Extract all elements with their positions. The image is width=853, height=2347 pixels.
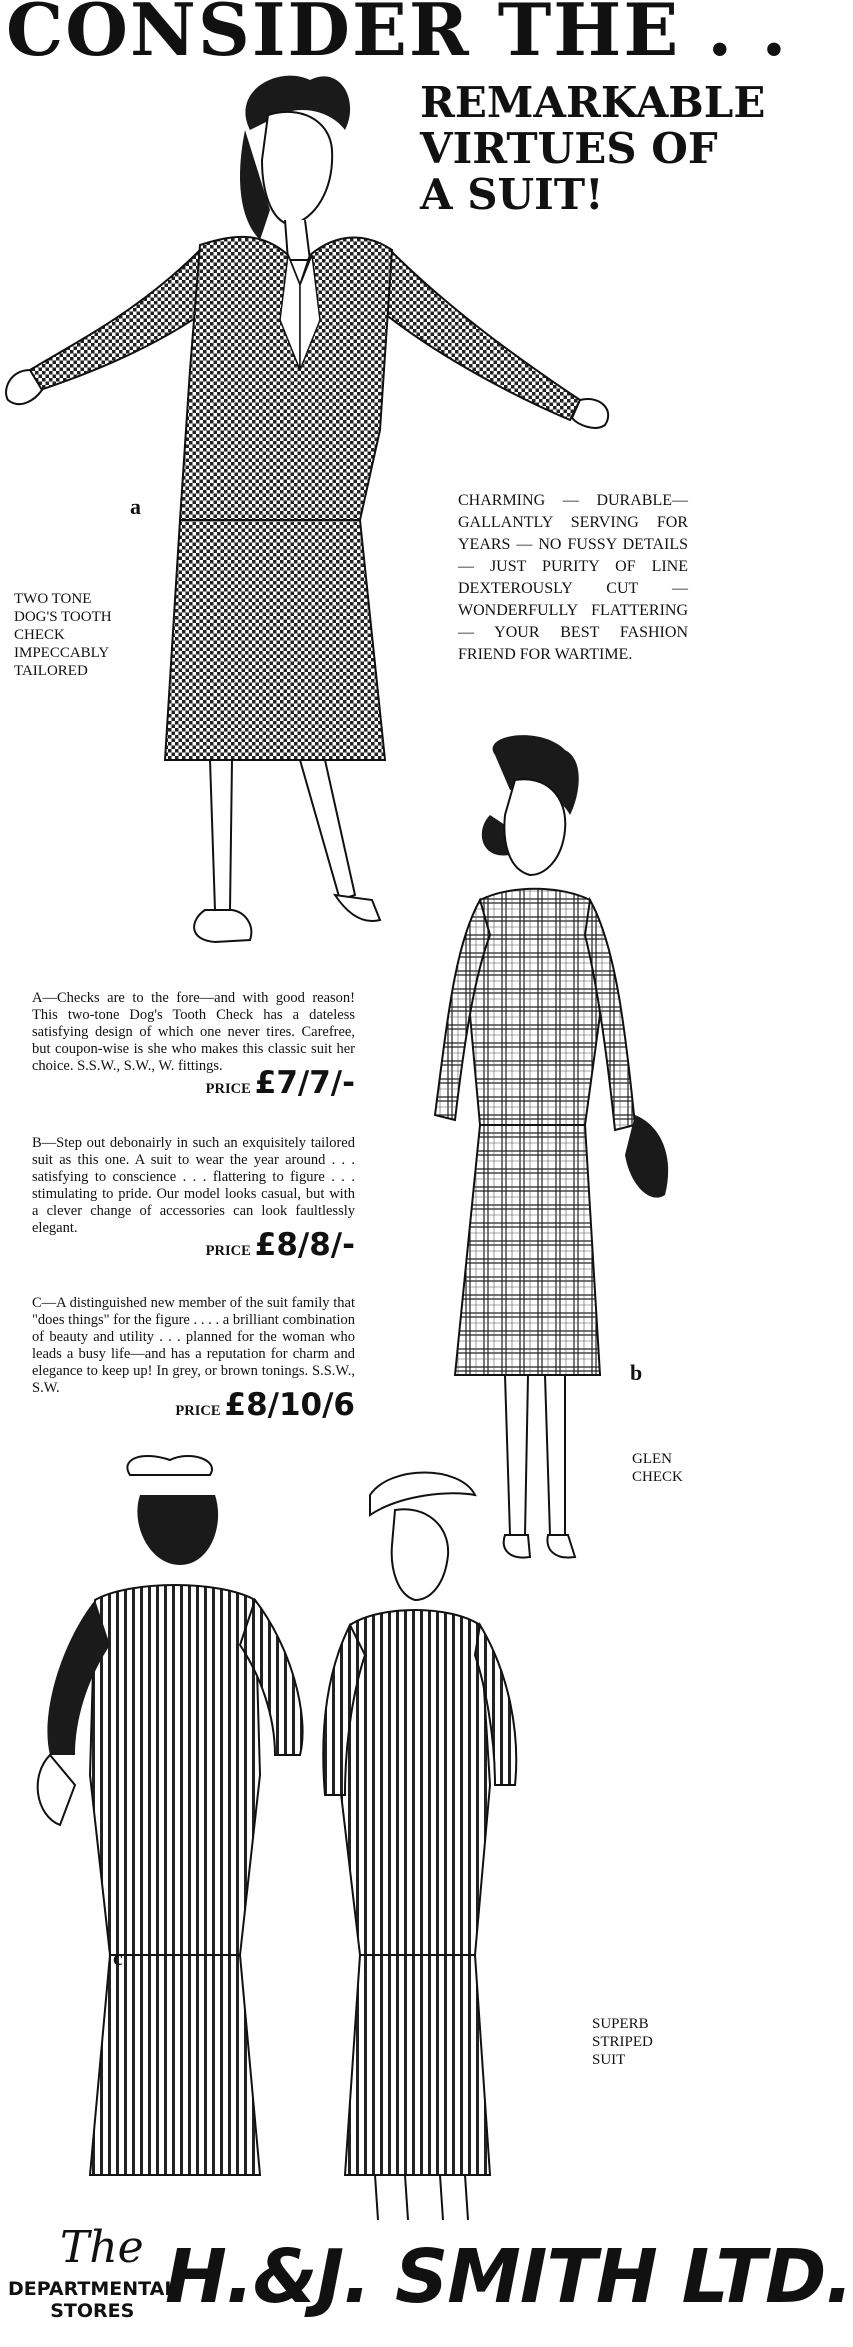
tagline: CHARMING — DURABLE— GALLANTLY SERVING FOR YEARS — NO FUSSY DETAILS — JUST PURITY OF LINE DEXTEROUSLY CUT — WONDERFULLY FLATTERING — YOUR BEST FASHION FRIEND FOR WARTIME. [458,492,688,663]
description-b-text: B—Step out debonairly in such an exquisitely tailored suit as this one. A suit to wear the year around . . . satisfying to conscience . . . flattering to figure . . . stimulating to pride. Our model looks casual, but with a clever change of accessories can look faultlessly elegant. [32,1135,355,1236]
description-c-text: C—A distinguished new member of the suit family that "does things" for the figure . . . . a brilliant combination of beauty and utility . . . planned for the woman who leads a busy life—and has a reputation for charm and elegance to keep up! In grey, or brown tonings. S.S.W., S.W. [32,1295,355,1396]
figure-c-illustration [20,1455,620,2225]
price-c: PRICE £8/10/6 [175,1387,355,1423]
description-c [32,1295,355,1423]
description-b [32,1135,355,1263]
price-a: PRICE £7/7/- [205,1065,355,1101]
figure-b-letter: b [630,1360,643,1385]
department-stores: DEPARTMENTAL STORES [8,2278,177,2322]
figure-b-caption: GLEN CHECK [632,1451,683,1485]
subheadline-line-3: A SUIT! [420,170,604,219]
the-script: The [60,2222,144,2273]
price-b: PRICE £8/8/- [205,1227,355,1263]
figure-a-caption: TWO TONE DOG'S TOOTH CHECK IMPECCABLY TAILORED [14,591,112,679]
subheadline-line-2: VIRTUES OF [420,124,718,173]
store-brand: H.&J. SMITH LTD. [165,2234,853,2320]
figure-c-caption: SUPERB STRIPED SUIT [592,2016,653,2068]
description-a [32,990,355,1101]
figure-c-letter: c [113,1945,123,1970]
description-a-text: A—Checks are to the fore—and with good reason! This two-tone Dog's Tooth Check has a dateless satisfying design of which one never tires. Carefree, but coupon-wise is she who makes this classic suit her choice. S.S.W., S.W., W. fittings. [32,990,355,1074]
subheadline-line-1: REMARKABLE [420,78,766,127]
headline: CONSIDER THE . . [6,0,789,72]
figure-a-letter: a [130,494,141,519]
